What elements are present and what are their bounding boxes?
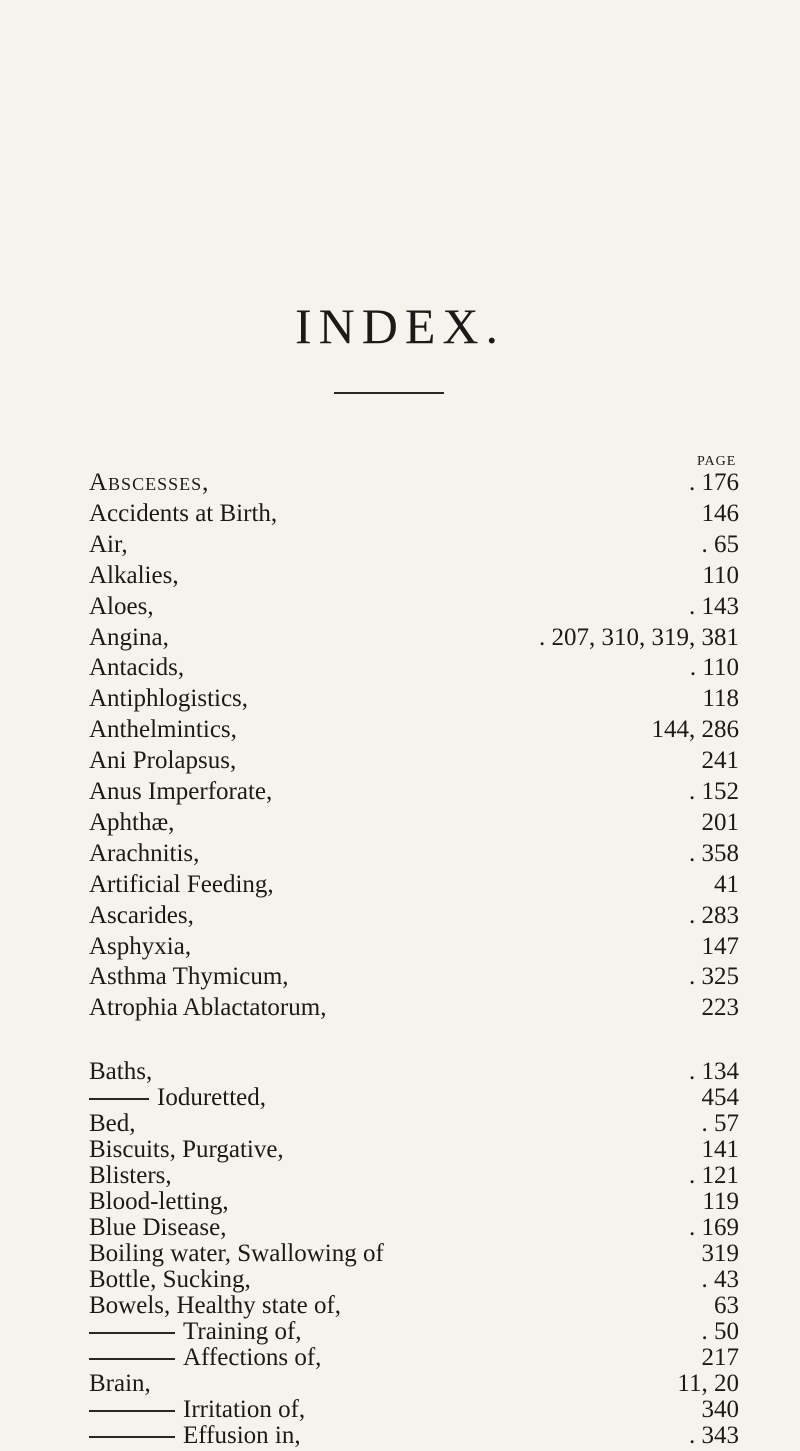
entry-pages: . 169 [689,1214,739,1241]
entry-term: Asthma Thymicum, [89,963,289,990]
entry-pages: 63 [714,1292,739,1319]
entry-term: Ioduretted, [157,1084,266,1111]
entry-term: Aloes, [89,593,154,620]
entry-pages: . 57 [701,1110,739,1137]
entry-term: Asphyxia, [89,933,192,960]
entry-pages: 201 [701,809,739,836]
entry-term: Brain, [89,1370,151,1397]
index-entry [0,961,800,992]
entry-pages: . 143 [689,593,739,620]
entry-term: Training of, [183,1318,302,1345]
entry-term: Alkalies, [89,562,179,589]
entry-pages: 119 [702,1188,739,1215]
entry-pages: . 325 [689,963,739,990]
entry-pages: . 358 [689,840,739,867]
index-entry [0,622,800,653]
entry-pages: 41 [714,871,739,898]
index-entry [0,467,800,498]
entry-pages: 141 [701,1136,739,1163]
entry-pages: . 134 [689,1058,739,1085]
page-column-heading: PAGE [697,454,737,469]
index-entry [0,992,800,1023]
ditto-dash [89,1332,175,1334]
entry-term: Bowels, Healthy state of, [89,1292,342,1319]
entry-pages: 319 [701,1240,739,1267]
entry-pages: 144, 286 [651,716,739,743]
index-entry [0,838,800,869]
entry-pages: 146 [701,500,739,527]
page-title: INDEX. [294,298,506,354]
index-entry [0,560,800,591]
entry-term: Aphthæ, [89,809,175,836]
entry-term: Arachnitis, [89,840,200,867]
entry-term: Blisters, [89,1162,172,1189]
index-entry [0,745,800,776]
index-entry [0,529,800,560]
entry-term: Anus Imperforate, [89,778,273,805]
entry-term: Ani Prolapsus, [89,747,237,774]
entry-term: Blood-letting, [89,1188,229,1215]
title-rule [334,392,444,394]
entry-term: Biscuits, Purgative, [89,1136,284,1163]
entry-pages: . 343 [689,1422,739,1449]
ditto-dash [89,1410,175,1412]
entry-term: Baths, [89,1058,153,1085]
entry-term: Anthelmintics, [89,716,237,743]
entry-term: Accidents at Birth, [89,500,278,527]
entry-pages: 454 [701,1084,739,1111]
index-entry [0,869,800,900]
entry-term: Angina, [89,624,169,651]
entry-term: Bed, [89,1110,136,1137]
entry-pages: 118 [702,685,739,712]
entry-pages: . 43 [701,1266,739,1293]
index-entry [0,683,800,714]
entry-term: Affections of, [183,1344,322,1371]
entry-term: Atrophia Ablactatorum, [89,994,327,1021]
index-entry [0,807,800,838]
entry-pages: . 65 [701,531,739,558]
entry-pages: . 50 [701,1318,739,1345]
ditto-dash [89,1358,175,1360]
entry-pages: 110 [702,562,739,589]
entry-term: Antacids, [89,654,185,681]
entry-pages: 340 [701,1396,739,1423]
entry-pages: 223 [701,994,739,1021]
entry-pages: . 152 [689,778,739,805]
index-entry [0,498,800,529]
entry-term: Ascarides, [89,902,194,929]
entry-pages: 11, 20 [677,1370,739,1397]
entry-term: Effusion in, [183,1422,301,1449]
entry-term: Air, [89,531,128,558]
entry-term: Bottle, Sucking, [89,1266,251,1293]
entry-pages: 217 [701,1344,739,1371]
entry-pages: 147 [701,933,739,960]
index-entry [0,714,800,745]
entry-term: Irritation of, [183,1396,306,1423]
index-entry [0,776,800,807]
ditto-dash [89,1436,175,1438]
entry-pages: . 176 [689,469,739,496]
entry-term: Abscesses, [89,469,210,496]
index-subentry [0,1420,800,1451]
entry-term: Blue Disease, [89,1214,227,1241]
entry-pages: . 283 [689,902,739,929]
entry-pages: . 110 [689,654,739,681]
index-entry [0,900,800,931]
index-entry [0,931,800,962]
entry-pages: 241 [701,747,739,774]
index-entry [0,591,800,622]
entry-term: Artificial Feeding, [89,871,274,898]
index-entry [0,652,800,683]
entry-term: Antiphlogistics, [89,685,249,712]
entry-pages: . 207, 310, 319, 381 [539,624,739,651]
entry-pages: . 121 [689,1162,739,1189]
entry-term: Boiling water, Swallowing of [89,1240,384,1267]
ditto-dash [89,1098,149,1100]
